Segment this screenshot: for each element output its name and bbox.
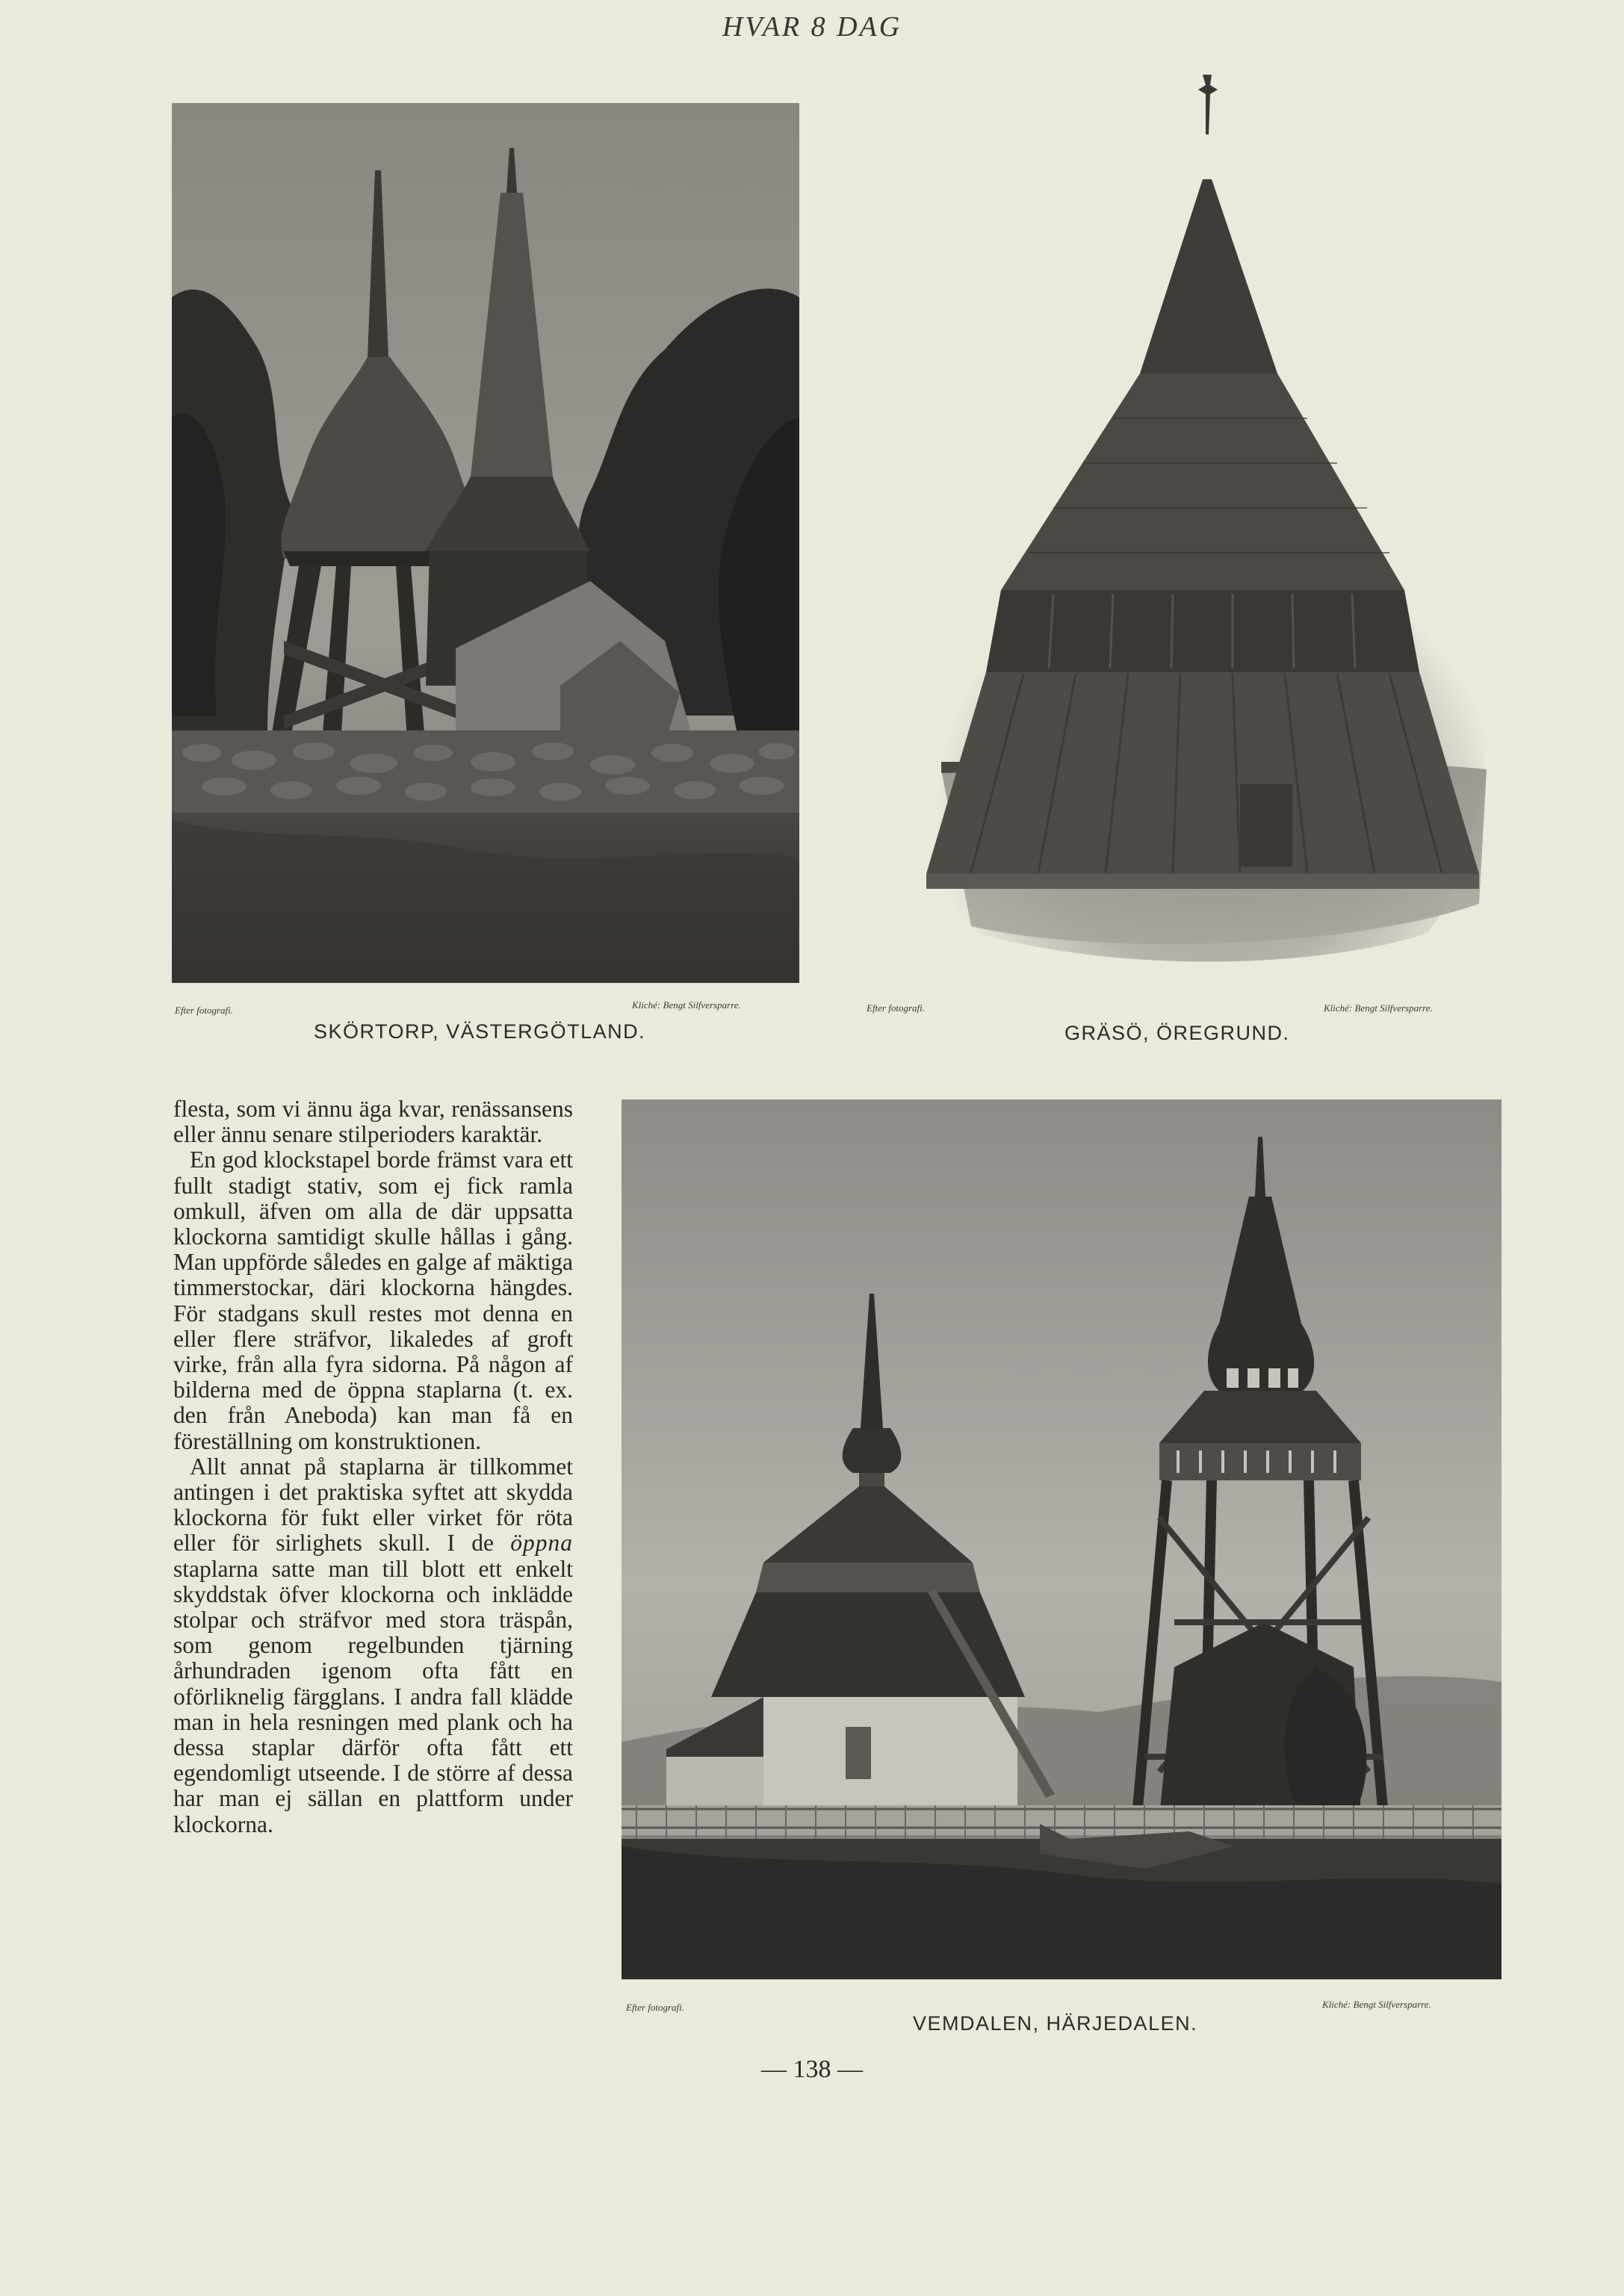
credit-photographer: Efter fotografi. [175,1005,233,1016]
photo-vemdalen-church-belfry [622,1099,1501,1979]
page-number: — 138 — [761,2055,863,2083]
running-head: HVAR 8 DAG [722,11,902,43]
credit-cliche: Kliché: Bengt Silfversparre. [632,999,741,1011]
paragraph: Allt annat på staplarna är tillkommet antingen i det praktiska syftet att skydda klockorna för fukt eller virket för röta eller för sirlighets skull. I de öppna staplarna satte man till blott ett enkelt skyddstak öfver klockorna och inklädde stolpar och sträfvor med stora träspån, som genom regelbunden tjärning århundraden igenom ofta fått en oförliknelig färgglans. I andra fall klädde man in hela resningen med plank och ha dessa staplar därför ofta fått ett egendomligt utseende. I de större af dessa har man ej sällan en plattform under klockorna. [173,1453,574,1837]
credit-photographer: Efter fotografi. [867,1002,925,1014]
paragraph: En god klockstapel borde främst vara ett fullt stadigt stativ, som ej fick ramla omkull, äfven om alla de där uppsatta klockorna samtidigt skulle hållas i gång. Man uppförde således en galge af mäktiga timmerstockar, däri klockorna hängdes. För stadgans skull restes mot denna en eller flere sträfvor, likaledes af groft virke, från alla fyra sidorna. På någon af bilderna med de öppna staplarna (t. ex. den från Aneboda) kan man få en föreställning om konstruktionen. [173,1147,573,1454]
paragraph: flesta, som vi ännu äga kvar, renässansens eller ännu senare stilperioders karaktär. [173,1096,573,1148]
credit-cliche: Kliché: Bengt Silfversparre. [1322,1999,1431,2010]
caption-skortorp: SKÖRTORP, VÄSTERGÖTLAND. [314,1020,646,1043]
caption-graso: GRÄSÖ, ÖREGRUND. [1064,1022,1290,1044]
photo-skortorp-belfry [172,103,799,983]
caption-vemdalen: VEMDALEN, HÄRJEDALEN. [913,2012,1198,2035]
photo-graso-belfry [889,67,1501,986]
credit-cliche: Kliché: Bengt Silfversparre. [1324,1002,1433,1014]
emphasized-word: öppna [510,1530,574,1557]
credit-photographer: Efter fotografi. [626,2002,684,2013]
article-body [173,1096,573,1837]
